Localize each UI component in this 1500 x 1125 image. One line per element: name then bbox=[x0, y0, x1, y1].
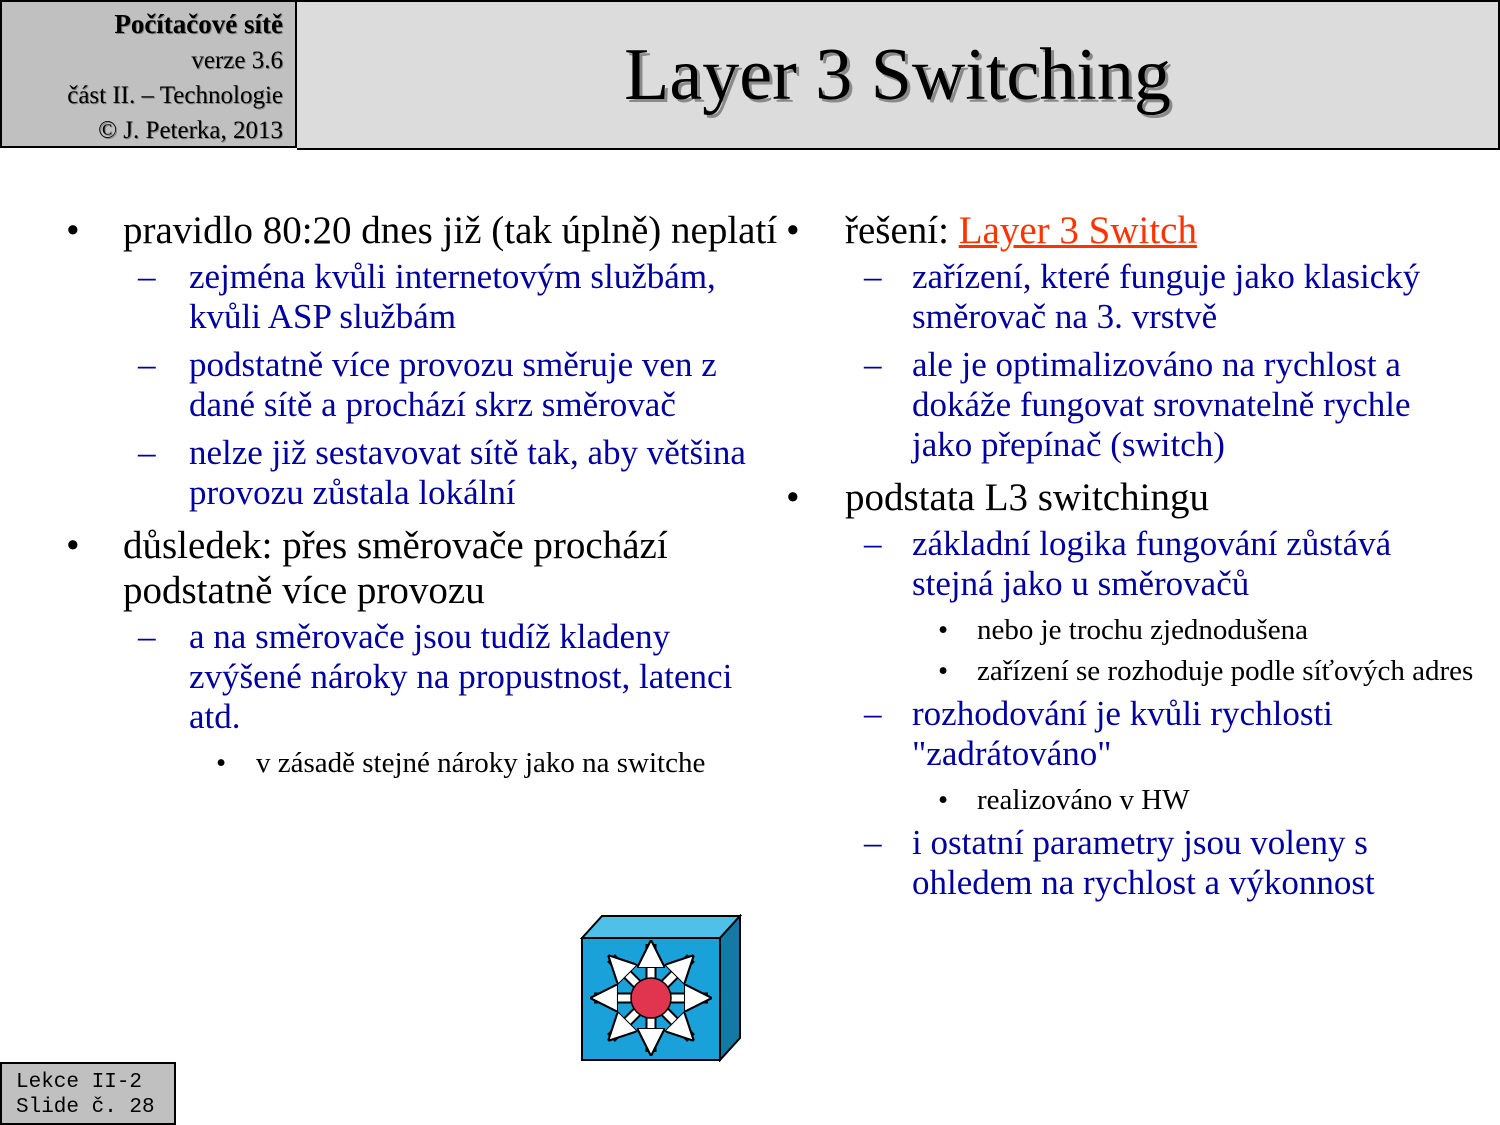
bullet-item bbox=[66, 523, 781, 613]
course-info-box bbox=[0, 0, 297, 148]
layer3-switch-link[interactable]: Layer 3 Switch bbox=[958, 209, 1197, 252]
bullet-text: důsledek: přes směrovače prochází podstatně více provozu bbox=[123, 524, 668, 612]
sub-sub-text: zařízení se rozhoduje podle síťových adres bbox=[977, 655, 1474, 687]
bullet-marker: • bbox=[938, 655, 949, 687]
bullet-item bbox=[66, 208, 781, 253]
dash-marker: – bbox=[864, 257, 882, 296]
sub-sub-item bbox=[66, 745, 781, 781]
sub-item bbox=[786, 694, 1476, 774]
sub-item bbox=[786, 823, 1476, 903]
sub-item bbox=[66, 257, 781, 337]
sub-text: rozhodování je kvůli rychlosti "zadrátováno" bbox=[912, 694, 1333, 773]
bullet-item bbox=[786, 208, 1476, 253]
sub-item bbox=[786, 257, 1476, 337]
sub-sub-item bbox=[786, 782, 1476, 818]
title-band bbox=[297, 0, 1500, 150]
bullet-marker: • bbox=[938, 784, 949, 816]
sub-sub-text: nebo je trochu zjednodušena bbox=[977, 614, 1308, 646]
bullet-marker: • bbox=[938, 614, 949, 646]
sub-text: a na směrovače jsou tudíž kladeny zvýšené nároky na propustnost, latenci atd. bbox=[189, 617, 733, 736]
sub-item bbox=[786, 345, 1476, 465]
bullet-marker: • bbox=[786, 209, 800, 252]
course-name: Počítačové sítě bbox=[114, 9, 283, 39]
dash-marker: – bbox=[138, 433, 156, 472]
sub-sub-text: v zásadě stejné nároky jako na switche bbox=[256, 747, 706, 779]
bullet-text: řešení: bbox=[845, 209, 959, 252]
sub-text: zařízení, které funguje jako klasický směrovač na 3. vrstvě bbox=[912, 257, 1421, 336]
slide-info-box bbox=[0, 1062, 176, 1125]
sub-item bbox=[66, 433, 781, 513]
dash-marker: – bbox=[864, 524, 882, 563]
bullet-marker: • bbox=[66, 209, 80, 252]
course-author: © J. Peterka, 2013 bbox=[98, 117, 283, 144]
left-column bbox=[66, 208, 781, 786]
sub-item bbox=[66, 617, 781, 737]
bullet-text: podstata L3 switchingu bbox=[845, 476, 1209, 519]
sub-item bbox=[66, 345, 781, 425]
bullet-marker: • bbox=[66, 524, 80, 567]
dash-marker: – bbox=[864, 694, 882, 733]
layer3-switch-icon bbox=[580, 914, 742, 1067]
bullet-marker: • bbox=[786, 476, 800, 519]
sub-sub-item bbox=[786, 653, 1476, 689]
bullet-item bbox=[786, 475, 1476, 520]
sub-text: nelze již sestavovat sítě tak, aby většina provozu zůstala lokální bbox=[189, 433, 746, 512]
sub-text: podstatně více provozu směruje ven z dané sítě a prochází skrz směrovač bbox=[189, 345, 717, 424]
lesson-label: Lekce II-2 bbox=[16, 1071, 143, 1094]
sub-text: ale je optimalizováno na rychlost a dokáže fungovat srovnatelně rychle jako přepínač (switch) bbox=[912, 345, 1411, 464]
sub-sub-item bbox=[786, 612, 1476, 648]
sub-sub-text: realizováno v HW bbox=[977, 784, 1190, 816]
bullet-marker: • bbox=[216, 747, 227, 779]
course-part: část II. – Technologie bbox=[67, 82, 283, 109]
right-column bbox=[786, 208, 1476, 911]
dash-marker: – bbox=[138, 345, 156, 384]
dash-marker: – bbox=[864, 345, 882, 384]
sub-text: základní logika fungování zůstává stejná jako u směrovačů bbox=[912, 524, 1392, 603]
dash-marker: – bbox=[138, 257, 156, 296]
slide-title: Layer 3 Switching bbox=[624, 34, 1171, 116]
course-version: verze 3.6 bbox=[191, 47, 283, 74]
bullet-text: pravidlo 80:20 dnes již (tak úplně) neplatí bbox=[123, 209, 778, 252]
slide-number: Slide č. 28 bbox=[16, 1096, 155, 1119]
dash-marker: – bbox=[138, 617, 156, 656]
sub-item bbox=[786, 524, 1476, 604]
dash-marker: – bbox=[864, 823, 882, 862]
sub-text: i ostatní parametry jsou voleny s ohledem na rychlost a výkonnost bbox=[912, 823, 1375, 902]
sub-text: zejména kvůli internetovým službám, kvůli ASP službám bbox=[189, 257, 716, 336]
